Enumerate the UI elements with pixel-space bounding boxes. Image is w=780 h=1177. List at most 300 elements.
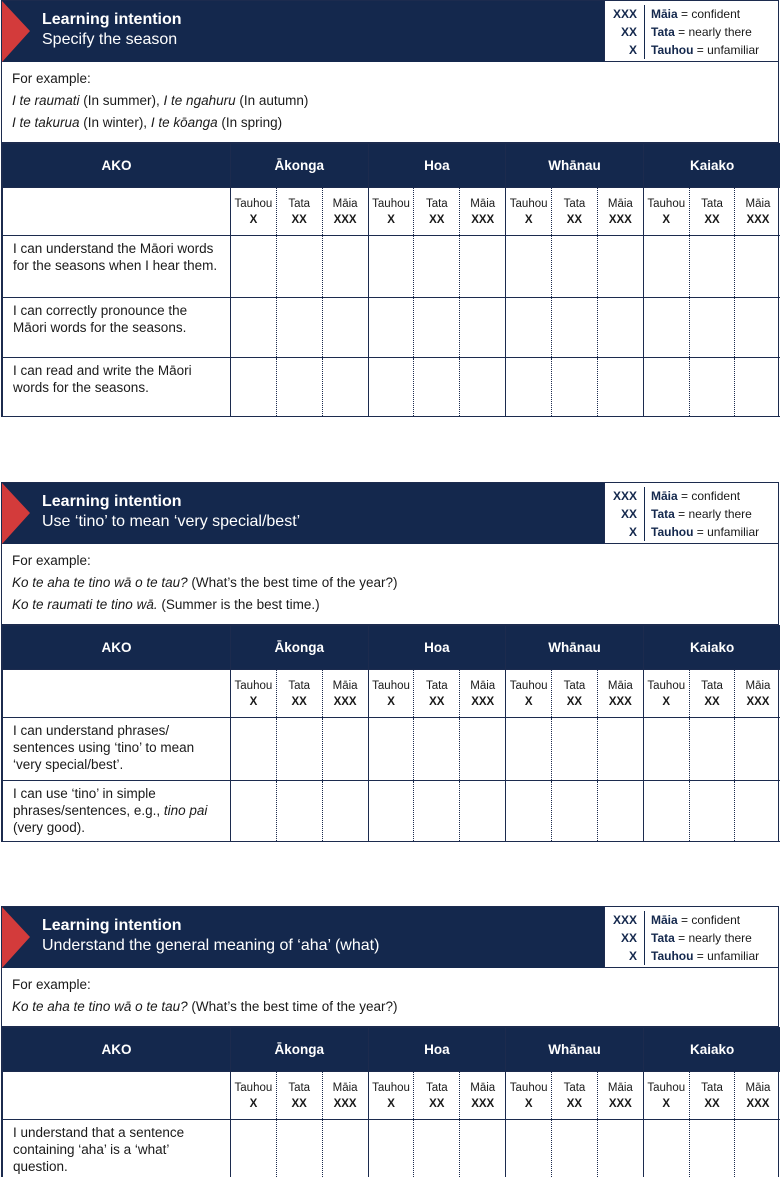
rating-cell[interactable] [597,236,643,298]
legend-row [611,5,772,23]
level-header-cell [689,1072,735,1120]
text-span: I can read and write the Māori words for the seasons. [13,363,192,395]
table-header-row [3,626,780,670]
learning-intention-section [1,906,779,1177]
rating-cell[interactable] [368,718,414,781]
group-header: Ākonga [231,144,369,188]
rating-cell[interactable] [414,236,460,298]
level-name: Tata [425,1081,448,1094]
example-line [12,112,768,134]
legend-description [645,25,752,39]
legend-term: Tauhou [651,525,694,539]
level-header-cell [735,1072,780,1120]
text-span: (In summer), [79,93,164,108]
rating-cell[interactable] [506,236,552,298]
table-header-row [3,144,780,188]
rating-cell[interactable] [460,718,506,781]
group-header: Whānau [506,144,644,188]
level-name: Māia [332,1081,358,1094]
level-mark: XX [566,695,583,708]
level-mark: XXX [333,1097,357,1110]
rating-cell[interactable] [597,1120,643,1177]
rating-cell[interactable] [506,718,552,781]
level-mark: XX [429,213,445,226]
rating-cell[interactable] [552,236,598,298]
rating-cell[interactable] [689,236,735,298]
level-header-cell [597,1072,643,1120]
assessment-table [2,1027,780,1177]
level-header-cell [322,1072,368,1120]
level-header-cell [368,188,414,236]
level-name: Māia [470,679,496,692]
legend-description [645,931,752,945]
level-mark: X [387,1097,395,1110]
example-block [2,544,778,625]
level-name: Tauhou [372,197,410,210]
rating-cell[interactable] [643,1120,689,1177]
rating-cell[interactable] [597,358,643,417]
rating-cell[interactable] [322,718,368,781]
legend-meaning: = unfamiliar [696,43,760,57]
level-mark: XXX [608,695,632,708]
rating-cell[interactable] [552,718,598,781]
level-header-cell [276,188,322,236]
level-header-cell [506,1072,552,1120]
level-name: Tata [563,197,586,210]
level-header-row [3,670,780,718]
rating-cell[interactable] [231,1120,277,1177]
group-header: Hoa [368,1028,506,1072]
rating-cell[interactable] [460,298,506,358]
rating-cell[interactable] [506,781,552,842]
rating-cell[interactable] [735,781,780,842]
legend-row [611,487,772,505]
level-mark: X [524,695,533,708]
table-header-row [3,1028,780,1072]
rating-cell[interactable] [643,781,689,842]
skill-statement [3,358,231,417]
learning-intention-text: Understand the general meaning of ‘aha’ (what) [42,937,380,954]
legend-symbol: XXX [611,911,645,929]
legend-description [645,7,740,21]
text-span: I can understand phrases/ sentences using ‘tino’ to mean ‘very special/best’. [13,723,195,772]
arrow-marker [2,483,30,544]
skill-statement [3,1120,231,1177]
rating-cell[interactable] [689,298,735,358]
level-header-cell [735,670,780,718]
rating-cell[interactable] [322,298,368,358]
legend-symbol: XX [611,505,645,523]
italic-text: I te raumati [12,93,80,108]
rating-cell[interactable] [735,358,780,417]
rating-cell[interactable] [643,718,689,781]
level-name: Tauhou [372,679,410,692]
level-name: Tauhou [234,679,273,692]
level-name: Māia [332,679,358,692]
legend-row [611,505,772,523]
rating-cell[interactable] [460,781,506,842]
level-mark: X [249,695,258,708]
level-header-cell [689,670,735,718]
level-mark: XX [429,1097,445,1110]
rating-cell[interactable] [276,298,322,358]
rating-cell[interactable] [368,1120,414,1177]
rating-cell[interactable] [414,1120,460,1177]
level-header-cell [276,1072,322,1120]
rating-cell[interactable] [322,236,368,298]
level-mark: XXX [471,695,495,708]
text-span: I understand that a sentence containing ‘aha’ is a ‘what’ question. [13,1125,185,1174]
table-row [3,781,780,842]
legend-term: Māia [651,7,678,21]
ako-header: AKO [3,144,231,188]
level-name: Māia [332,197,358,210]
legend [604,483,778,544]
level-mark: XX [566,1097,583,1110]
legend [604,1,778,62]
legend-meaning: = unfamiliar [696,949,760,963]
legend-term: Tauhou [651,949,694,963]
level-name: Tata [701,679,723,692]
level-name: Māia [607,1081,633,1094]
banner [2,907,778,968]
text-span: (In spring) [217,115,283,130]
example-label: For example: [12,71,91,86]
example-line [12,572,768,594]
rating-cell[interactable] [231,718,277,781]
level-header-cell [460,1072,506,1120]
level-mark: XX [429,695,445,708]
group-header: Ākonga [231,1028,369,1072]
italic-text: I te ngahuru [163,93,236,108]
rating-cell[interactable] [414,781,460,842]
legend-symbol: XX [611,23,645,41]
level-header-cell [414,1072,460,1120]
level-name: Tata [288,197,311,210]
skill-statement [3,298,231,358]
table-row [3,298,780,358]
level-header-cell [597,670,643,718]
level-header-cell [231,1072,277,1120]
rating-cell[interactable] [597,718,643,781]
skill-statement [3,236,231,298]
level-mark: XXX [608,213,632,226]
group-header: Hoa [368,144,506,188]
empty-cell [3,670,231,718]
rating-cell[interactable] [368,358,414,417]
rating-cell[interactable] [597,781,643,842]
level-mark: XX [566,213,583,226]
ako-header: AKO [3,1028,231,1072]
rating-cell[interactable] [414,718,460,781]
rating-cell[interactable] [552,358,598,417]
legend-description [645,525,759,539]
level-header-cell [643,188,689,236]
rating-cell[interactable] [460,1120,506,1177]
legend-symbol: XX [611,929,645,947]
text-span: I can use ‘tino’ in simple phrases/sentences, e.g., [13,786,164,818]
legend-term: Māia [651,489,678,503]
legend-description [645,507,752,521]
level-name: Tata [288,679,311,692]
rating-cell[interactable] [735,236,780,298]
example-line [12,996,768,1018]
level-header-cell [643,1072,689,1120]
level-name: Māia [470,1081,496,1094]
level-mark: XX [291,1097,307,1110]
example-block [2,968,778,1027]
group-header: Whānau [506,1028,644,1072]
text-span: (Summer is the best time.) [157,597,320,612]
rating-cell[interactable] [231,298,277,358]
legend-term: Tata [651,507,675,521]
level-name: Tauhou [647,679,686,692]
level-mark: X [662,213,671,226]
text-span: (In winter), [79,115,151,130]
group-header: Ākonga [231,626,369,670]
level-header-cell [597,188,643,236]
level-header-cell [552,670,598,718]
level-mark: X [387,213,395,226]
level-name: Māia [745,679,771,692]
level-name: Tata [563,679,586,692]
level-mark: X [249,1097,258,1110]
learning-intention-heading: Learning intention [42,917,182,934]
level-name: Tata [563,1081,586,1094]
group-header: Kaiako [643,1028,780,1072]
legend-term: Tata [651,931,675,945]
table-row [3,358,780,417]
level-mark: XX [291,213,307,226]
level-mark: XXX [333,695,357,708]
legend-term: Tata [651,25,675,39]
rating-cell[interactable] [231,236,277,298]
text-span: I can understand the Māori words for the seasons when I hear them. [13,241,218,273]
italic-text: Ko te raumati te tino wā. [12,597,158,612]
level-mark: X [662,695,671,708]
arrow-marker [2,907,30,968]
legend-description [645,913,740,927]
table-row [3,236,780,298]
rating-cell[interactable] [460,236,506,298]
level-header-cell [506,188,552,236]
skill-statement [3,718,231,781]
group-header: Hoa [368,626,506,670]
rating-cell[interactable] [735,298,780,358]
level-mark: XXX [471,213,495,226]
rating-cell[interactable] [689,718,735,781]
learning-intention-section [1,482,779,842]
ako-header: AKO [3,626,231,670]
level-header-cell [322,670,368,718]
legend-description [645,949,759,963]
italic-text: Ko te aha te tino wā o te tau? [12,999,188,1014]
level-name: Tauhou [509,679,548,692]
level-header-cell [276,670,322,718]
italic-text: tino pai [163,803,208,818]
level-mark: X [249,213,258,226]
example-line [12,90,768,112]
example-label: For example: [12,977,91,992]
italic-text: I te kōanga [150,115,218,130]
level-name: Tauhou [647,1081,686,1094]
level-header-cell [322,188,368,236]
level-header-cell [552,188,598,236]
text-span: I can correctly pronounce the Māori words for the seasons. [13,303,188,335]
rating-cell[interactable] [368,298,414,358]
level-name: Tata [701,1081,723,1094]
rating-cell[interactable] [735,1120,780,1177]
text-span: (What’s the best time of the year?) [187,999,398,1014]
level-mark: XXX [608,1097,632,1110]
assessment-table [2,143,780,417]
rating-cell[interactable] [322,1120,368,1177]
example-line [12,594,768,616]
rating-cell[interactable] [414,358,460,417]
level-name: Tata [425,197,448,210]
legend-symbol: X [611,41,645,59]
level-name: Tata [288,1081,311,1094]
example-label: For example: [12,553,91,568]
table-row [3,1120,780,1177]
level-name: Tata [701,197,723,210]
rating-cell[interactable] [368,236,414,298]
rating-cell[interactable] [689,781,735,842]
rating-cell[interactable] [506,1120,552,1177]
level-name: Tauhou [509,1081,548,1094]
group-header: Kaiako [643,626,780,670]
legend-meaning: = nearly there [678,931,752,945]
rating-cell[interactable] [735,718,780,781]
legend-meaning: = confident [681,7,741,21]
level-header-cell [368,1072,414,1120]
legend-row [611,947,772,965]
level-header-cell [231,188,277,236]
rating-cell[interactable] [231,781,277,842]
level-mark: X [662,1097,671,1110]
level-name: Tauhou [509,197,548,210]
level-mark: XXX [746,1097,770,1110]
level-header-cell [460,670,506,718]
legend-row [611,41,772,59]
rating-cell[interactable] [276,358,322,417]
rating-cell[interactable] [552,781,598,842]
rating-cell[interactable] [460,358,506,417]
level-header-row [3,188,780,236]
level-mark: XXX [471,1097,495,1110]
assessment-table [2,625,780,842]
level-header-cell [368,670,414,718]
rating-cell[interactable] [276,236,322,298]
legend-row [611,929,772,947]
rating-cell[interactable] [276,1120,322,1177]
legend-meaning: = confident [681,913,741,927]
rating-cell[interactable] [689,1120,735,1177]
level-name: Tata [425,679,448,692]
empty-cell [3,188,231,236]
level-header-cell [552,1072,598,1120]
legend-symbol: X [611,523,645,541]
level-mark: XX [704,695,720,708]
rating-cell[interactable] [643,298,689,358]
rating-cell[interactable] [643,236,689,298]
level-mark: XX [291,695,307,708]
rating-cell[interactable] [643,358,689,417]
legend [604,907,778,968]
rating-cell[interactable] [231,358,277,417]
learning-intention-text: Use ‘tino’ to mean ‘very special/best’ [42,513,301,530]
rating-cell[interactable] [552,1120,598,1177]
level-mark: XXX [746,213,770,226]
legend-meaning: = nearly there [678,25,752,39]
level-header-cell [735,188,780,236]
rating-cell[interactable] [322,781,368,842]
arrow-marker [2,1,30,62]
level-header-cell [506,670,552,718]
learning-intention-section [1,0,779,417]
level-name: Māia [607,197,633,210]
level-mark: XXX [333,213,357,226]
banner [2,1,778,62]
level-mark: X [524,213,533,226]
level-name: Māia [607,679,633,692]
level-mark: XXX [746,695,770,708]
legend-symbol: XXX [611,5,645,23]
level-name: Tauhou [234,1081,273,1094]
rating-cell[interactable] [276,718,322,781]
rating-cell[interactable] [552,298,598,358]
italic-text: Ko te aha te tino wā o te tau? [12,575,188,590]
rating-cell[interactable] [276,781,322,842]
learning-intention-heading: Learning intention [42,493,182,510]
level-mark: XX [704,213,720,226]
legend-description [645,43,759,57]
rating-cell[interactable] [368,781,414,842]
legend-term: Māia [651,913,678,927]
legend-description [645,489,740,503]
banner [2,483,778,544]
rating-cell[interactable] [597,298,643,358]
legend-term: Tauhou [651,43,694,57]
rating-cell[interactable] [689,358,735,417]
rating-cell[interactable] [414,298,460,358]
legend-meaning: = unfamiliar [696,525,760,539]
level-mark: X [524,1097,533,1110]
level-name: Tauhou [372,1081,410,1094]
level-name: Tauhou [647,197,686,210]
legend-meaning: = confident [681,489,741,503]
level-name: Māia [745,197,771,210]
empty-cell [3,1072,231,1120]
level-header-cell [231,670,277,718]
learning-intention-text: Specify the season [42,31,178,48]
rating-cell[interactable] [506,298,552,358]
text-span: (In autumn) [235,93,309,108]
legend-row [611,523,772,541]
level-name: Māia [470,197,496,210]
level-header-row [3,1072,780,1120]
legend-row [611,911,772,929]
group-header: Kaiako [643,144,780,188]
rating-cell[interactable] [322,358,368,417]
level-header-cell [460,188,506,236]
group-header: Whānau [506,626,644,670]
level-header-cell [414,670,460,718]
level-name: Māia [745,1081,771,1094]
rating-cell[interactable] [506,358,552,417]
skill-statement [3,781,231,842]
level-header-cell [689,188,735,236]
